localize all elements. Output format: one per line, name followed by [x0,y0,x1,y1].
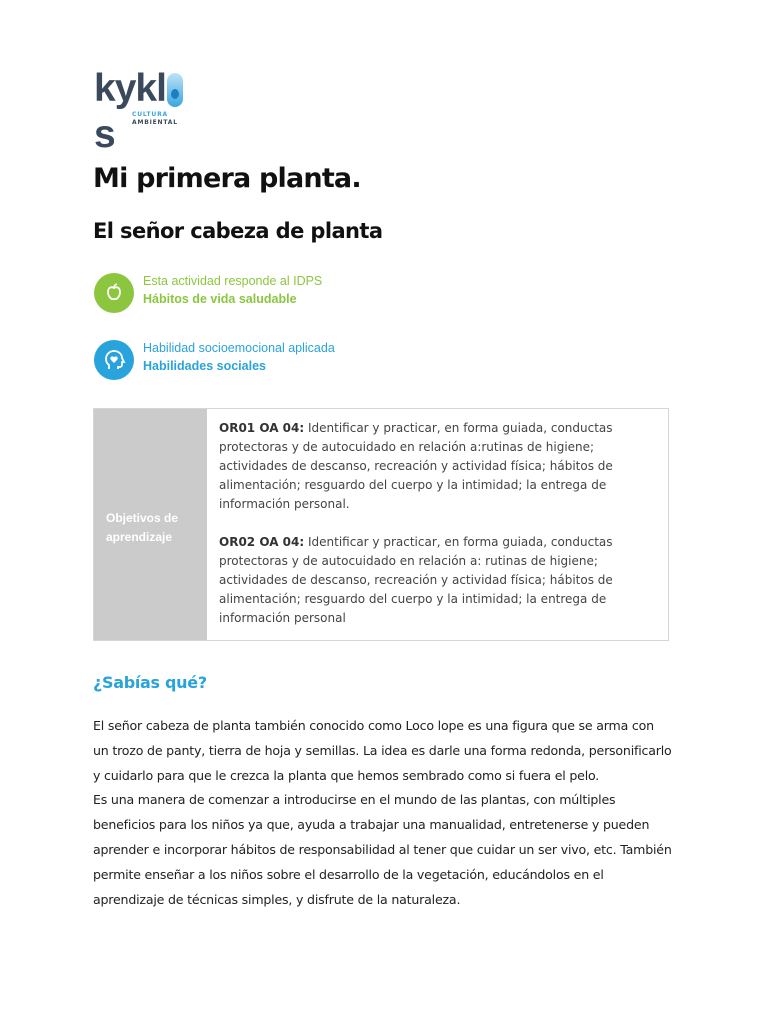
head-heart-icon [94,340,134,380]
idps-value: Hábitos de vida saludable [143,292,297,306]
logo-o-icon [167,73,183,107]
idps-badge [94,273,594,313]
body-paragraph: Es una manera de comenzar a introducirse en el mundo de las plantas, con múltiples beneficios para los niños ya que, ayuda a trabajar una manualidad, entretenerse y pueden aprender e incorporar hábitos de responsabilidad al tener que cuidar un ser vivo, etc. También permite enseñar a los niños sobre el desarrollo de la vegetación, educándolos en el aprendizaje de técnicas simples, y disfrute de la naturaleza. [93,792,672,907]
objective-text: Identificar y practicar, en forma guiada, conductas protectoras y de autocuidado en relación a:rutinas de higiene; actividades de descanso, recreación y actividad física; hábitos de alimentación; resguardo del cuerpo y la intimidad; la entrega de información personal. [219,421,613,511]
logo-sub-ambiental: AMBIENTAL [132,119,178,126]
logo-subtitle [132,111,178,127]
sabias-body [93,714,673,912]
logo-sub-cultura: CULTURA [132,111,168,118]
logo-word-b: s [94,113,115,156]
socioemotional-label: Habilidad socioemocional aplicada [143,341,335,355]
idps-label: Esta actividad responde al IDPS [143,274,323,288]
objective-item [219,419,656,514]
page-subtitle: El señor cabeza de planta [93,219,383,243]
section-heading-sabias: ¿Sabías qué? [93,673,207,692]
objective-item [219,533,656,628]
objectives-content-cell [207,409,668,640]
body-paragraph: El señor cabeza de planta también conocido como Loco lope es una figura que se arma con un trozo de panty, tierra de hoja y semillas. La idea es darle una forma redonda, personificarlo y cuidarlo para que le crezca la planta que hemos sembrado como si fuera el pelo. [93,718,672,783]
page-title: Mi primera planta. [93,163,361,194]
objective-code: OR01 OA 04: [219,421,305,435]
apple-icon [94,273,134,313]
objective-text: Identificar y practicar, en forma guiada, conductas protectoras y de autocuidado en relación a: rutinas de higiene; actividades de descanso, recreación y actividad física; hábitos de alimentación; resguardo del cuerpo y la intimidad; la entrega de información personal [219,535,613,625]
socioemotional-badge [94,340,594,380]
objectives-table [93,408,669,641]
kyklos-logo [94,66,204,156]
objectives-label-cell [94,409,207,640]
socioemotional-value: Habilidades sociales [143,359,266,373]
objectives-label: Objetivos de aprendizaje [106,511,179,544]
objective-code: OR02 OA 04: [219,535,305,549]
logo-word-a: kykl [94,67,166,110]
